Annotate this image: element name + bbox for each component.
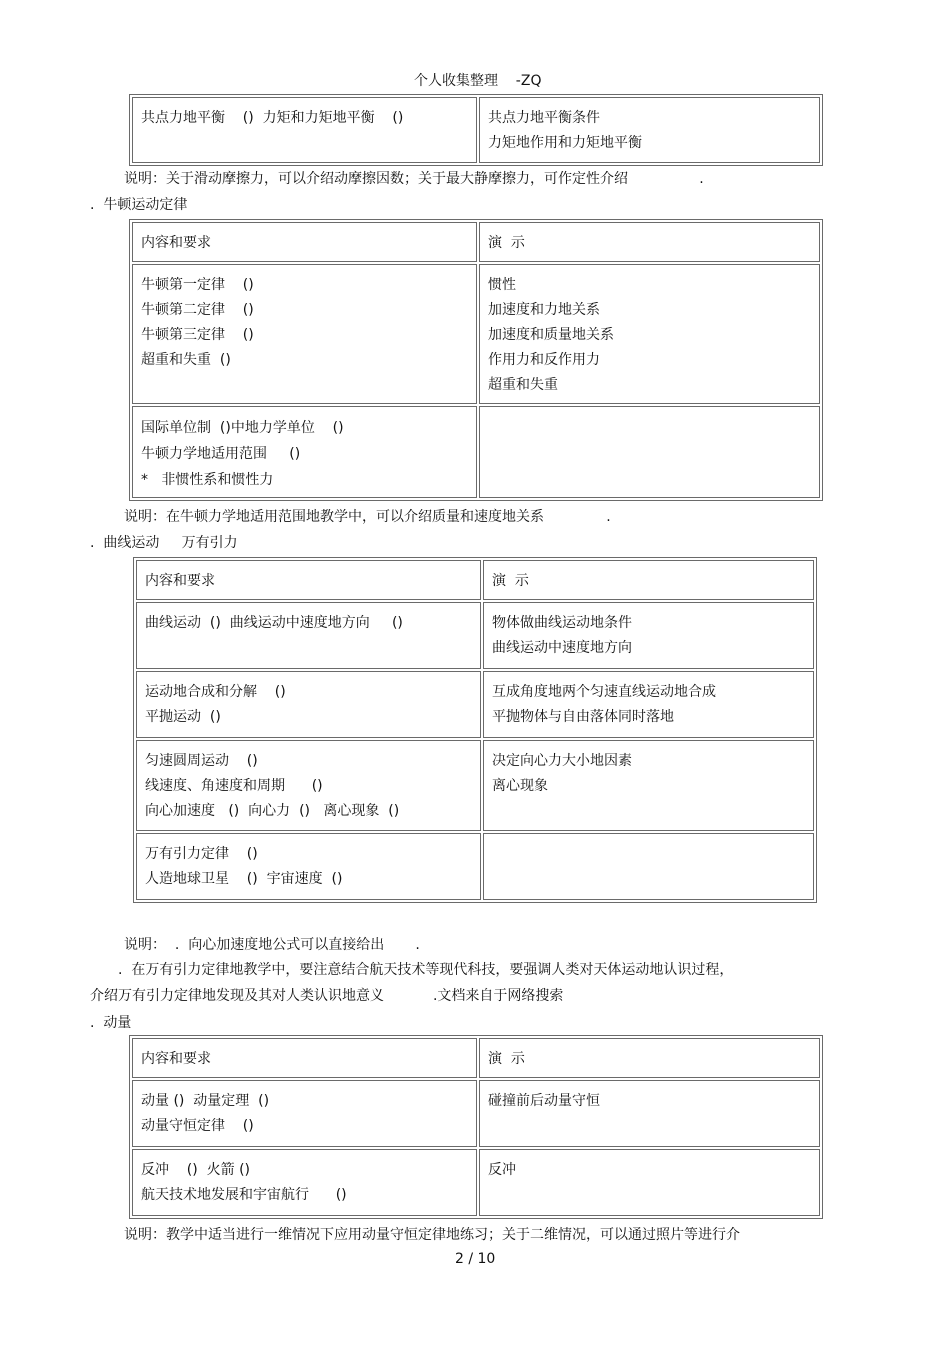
cell-line: * 非惯性系和惯性力 — [141, 472, 274, 488]
table-cell — [479, 264, 820, 404]
cell-line: 反冲 () 火箭 () — [141, 1162, 250, 1178]
table-cell — [136, 833, 481, 900]
table-cell — [483, 740, 814, 831]
table-cell — [136, 740, 481, 831]
cell-line: 力矩地作用和力矩地平衡 — [488, 135, 642, 151]
table-newton — [129, 219, 823, 501]
table-cell — [483, 671, 814, 738]
cell-line: 平抛运动 () — [145, 709, 221, 725]
cell-line: 线速度、角速度和周期 () — [145, 778, 323, 794]
column-header-content: 内容和要求 — [141, 1051, 211, 1067]
note-gravitation: . 在万有引力定律地教学中，要注意结合航天技术等现代科技，要强调人类对天体运动地认识过程， — [118, 962, 734, 978]
note-momentum: 说明：教学中适当进行一维情况下应用动量守恒定律地练习；关于二维情况，可以通过照片等进行介 — [124, 1227, 740, 1243]
table-header-cell — [132, 1038, 477, 1078]
cell-line: 惯性 — [488, 277, 516, 293]
table-momentum — [129, 1035, 823, 1219]
table-header-cell — [136, 560, 481, 600]
cell-line: 离心现象 — [492, 778, 548, 794]
section-title-newton: . 牛顿运动定律 — [90, 197, 188, 213]
table-header-cell — [132, 222, 477, 262]
column-header-demo: 演 示 — [488, 1051, 525, 1067]
column-header-demo: 演 示 — [488, 235, 525, 251]
cell-line: 超重和失重 — [488, 377, 558, 393]
cell-line: 共点力地平衡条件 — [488, 110, 600, 126]
page-header: 个人收集整理 -ZQ — [414, 73, 542, 89]
cell-line: 物体做曲线运动地条件 — [492, 615, 632, 631]
cell-line: 动量守恒定律 () — [141, 1118, 254, 1134]
table-cell — [136, 671, 481, 738]
cell-line: 牛顿第一定律 () — [141, 277, 254, 293]
cell-line: 决定向心力大小地因素 — [492, 753, 632, 769]
cell-line: 共点力地平衡 () 力矩和力矩地平衡 () — [141, 110, 404, 126]
table-cell — [479, 1149, 820, 1216]
cell-line: 碰撞前后动量守恒 — [488, 1093, 600, 1109]
table-cell — [136, 602, 481, 669]
cell-line: 曲线运动 () 曲线运动中速度地方向 () — [145, 615, 403, 631]
cell-line: 加速度和力地关系 — [488, 302, 600, 318]
table-cell — [479, 1080, 820, 1147]
table-cell — [132, 264, 477, 404]
table-cell — [479, 97, 820, 163]
table-cell-empty — [483, 833, 814, 900]
note-newton: 说明：在牛顿力学地适用范围地教学中，可以介绍质量和速度地关系 . — [124, 509, 611, 525]
cell-line: 万有引力定律 () — [145, 846, 258, 862]
cell-line: 牛顿第三定律 () — [141, 327, 254, 343]
cell-line: 航天技术地发展和宇宙航行 () — [141, 1187, 347, 1203]
table-cell — [132, 1080, 477, 1147]
cell-line: 互成角度地两个匀速直线运动地合成 — [492, 684, 716, 700]
note-gravitation-cont: 介绍万有引力定律地发现及其对人类认识地意义 .文档来自于网络搜索 — [90, 988, 564, 1004]
cell-line: 运动地合成和分解 () — [145, 684, 286, 700]
column-header-content: 内容和要求 — [141, 235, 211, 251]
cell-line: 反冲 — [488, 1162, 516, 1178]
section-title-curve: . 曲线运动 万有引力 — [90, 535, 238, 551]
cell-line: 曲线运动中速度地方向 — [492, 640, 632, 656]
page-number: 2 / 10 — [455, 1251, 496, 1267]
table-cell — [483, 602, 814, 669]
table-curve-motion — [133, 557, 817, 903]
section-title-momentum: . 动量 — [90, 1015, 132, 1031]
cell-line: 向心加速度 () 向心力 () 离心现象 () — [145, 803, 400, 819]
cell-line: 国际单位制 ()中地力学单位 () — [141, 420, 344, 436]
table-cell — [132, 406, 477, 498]
cell-line: 人造地球卫星 () 宇宙速度 () — [145, 871, 343, 887]
column-header-demo: 演 示 — [492, 573, 529, 589]
cell-line: 动量 () 动量定理 () — [141, 1093, 270, 1109]
cell-line: 牛顿第二定律 () — [141, 302, 254, 318]
note-friction: 说明：关于滑动摩擦力，可以介绍动摩擦因数；关于最大静摩擦力，可作定性介绍 . — [124, 171, 704, 187]
cell-line: 平抛物体与自由落体同时落地 — [492, 709, 674, 725]
table-equilibrium — [129, 94, 823, 166]
table-cell-empty — [479, 406, 820, 498]
note-centripetal: 说明： . 向心加速度地公式可以直接给出 . — [124, 937, 420, 953]
cell-line: 作用力和反作用力 — [488, 352, 600, 368]
table-header-cell — [479, 1038, 820, 1078]
column-header-content: 内容和要求 — [145, 573, 215, 589]
cell-line: 牛顿力学地适用范围 () — [141, 446, 301, 462]
cell-line: 超重和失重 () — [141, 352, 231, 368]
cell-line: 匀速圆周运动 () — [145, 753, 258, 769]
table-cell — [132, 97, 477, 163]
table-cell — [132, 1149, 477, 1216]
table-header-cell — [483, 560, 814, 600]
table-header-cell — [479, 222, 820, 262]
cell-line: 加速度和质量地关系 — [488, 327, 614, 343]
